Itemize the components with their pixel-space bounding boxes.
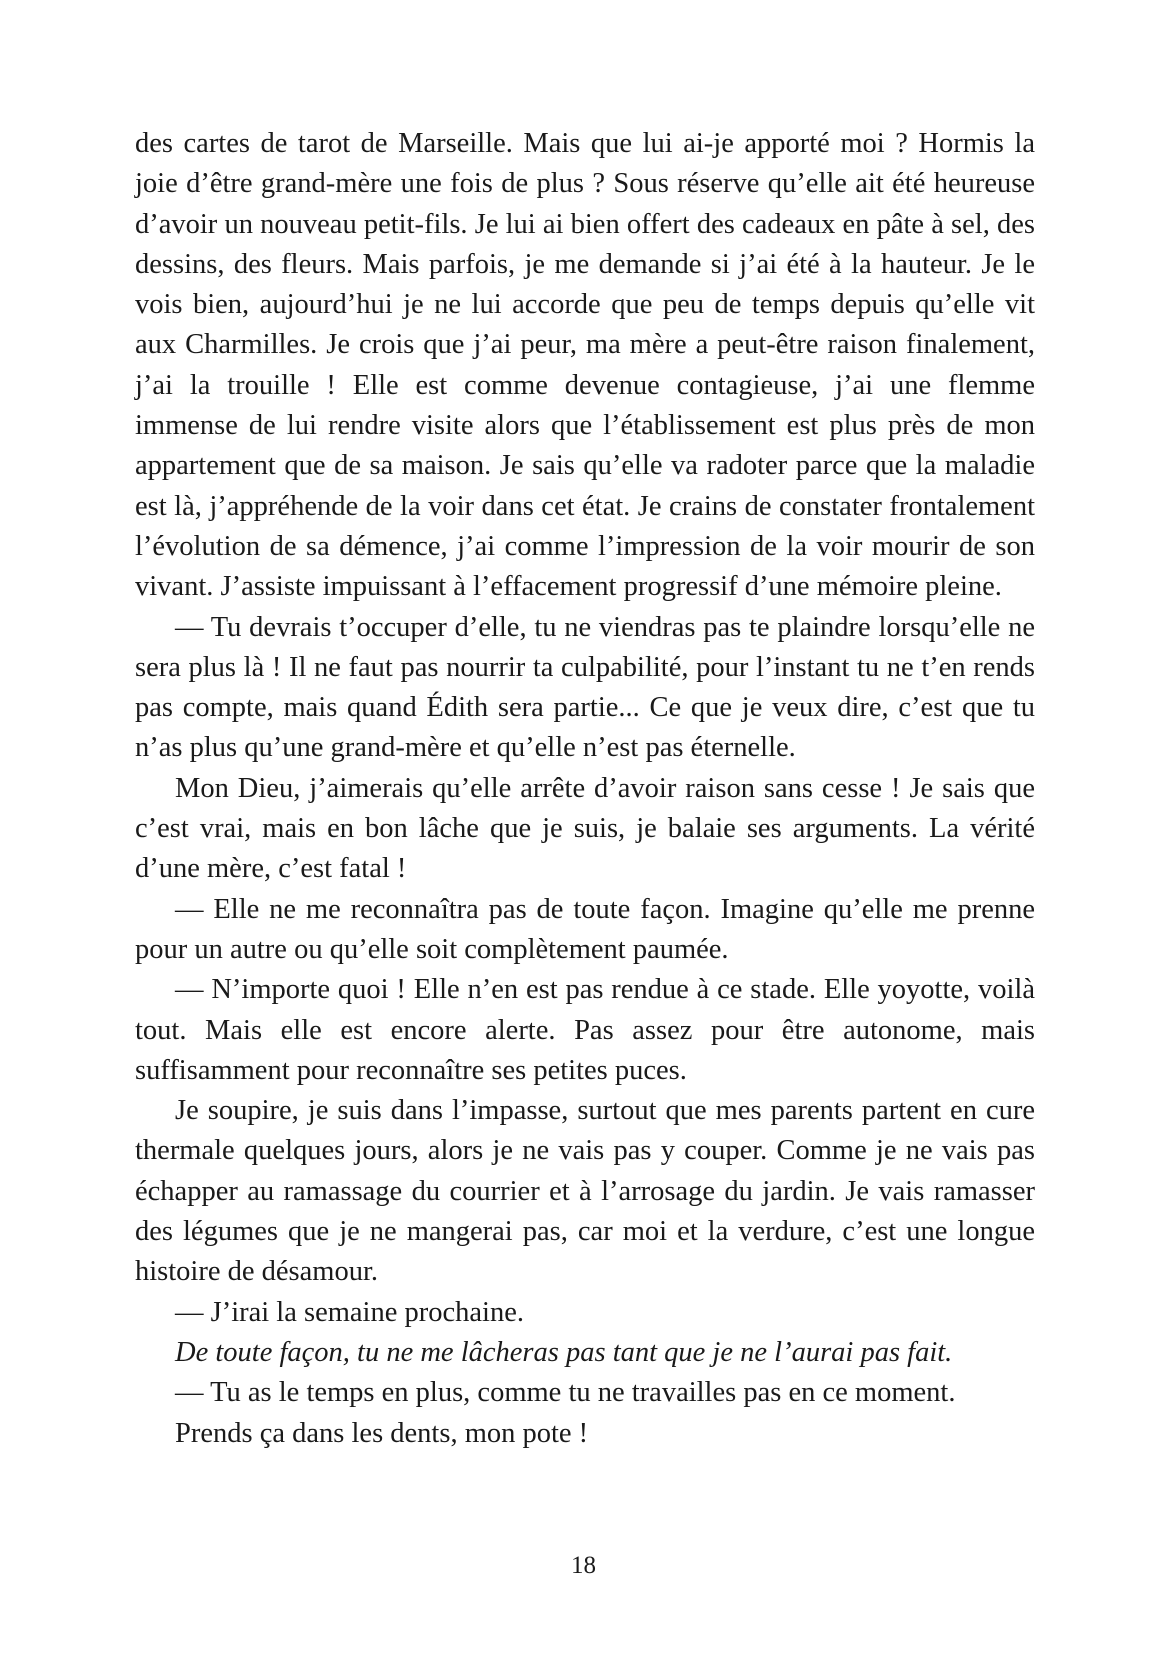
paragraph: des cartes de tarot de Marseille. Mais que lui ai-je apporté moi ? Hormis la joie d’être grand-mère une fois de plus ? Sous réserve qu’elle ait été heureuse d’avoir un nouveau petit-fils. Je lui ai bien offert des cadeaux en pâte à sel, des dessins, des fleurs. Mais parfois, je me demande si j’ai été à la hauteur. Je le vois bien, aujourd’hui je ne lui accorde que peu de temps depuis qu’elle vit aux Charmilles. Je crois que j’ai peur, ma mère a peut-être raison finalement, j’ai la trouille ! Elle est comme devenue contagieuse, j’ai une flemme immense de lui rendre visite alors que l’établissement est plus près de mon appartement que de sa maison. Je sais qu’elle va radoter parce que la maladie est là, j’appréhende de la voir dans cet état. Je crains de constater frontalement l’évolution de sa démence, j’ai comme l’impression de la voir mourir de son vivant. J’assiste impuissant à l’effacement progressif d’une mémoire pleine. (135, 128, 1035, 603)
body-text (135, 124, 1035, 1454)
paragraph: Je soupire, je suis dans l’impasse, surtout que mes parents partent en cure thermale quelques jours, alors je ne vais pas y couper. Comme je ne vais pas échapper au ramassage du courrier et à l’arrosage du jardin. Je vais ramasser des légumes que je ne mangerai pas, car moi et la verdure, c’est une longue histoire de désamour. (135, 1095, 1035, 1288)
italic-paragraph: De toute façon, tu ne me lâcheras pas tant que je ne l’aurai pas fait. (175, 1336, 953, 1368)
paragraph: Prends ça dans les dents, mon pote ! (175, 1417, 589, 1449)
paragraph: Mon Dieu, j’aimerais qu’elle arrête d’avoir raison sans cesse ! Je sais que c’est vrai, mais en bon lâche que je suis, je balaie ses arguments. La vérité d’une mère, c’est fatal ! (135, 772, 1035, 885)
paragraph: — J’irai la semaine prochaine. (175, 1296, 524, 1328)
paragraph: — Tu devrais t’occuper d’elle, tu ne viendras pas te plaindre lorsqu’elle ne sera plus là ! Il ne faut pas nourrir ta culpabilité, pour l’instant tu ne t’en rends pas compte, mais quand Édith sera partie... Ce que je veux dire, c’est que tu n’as plus qu’une grand-mère et qu’elle n’est pas éternelle. (135, 611, 1035, 764)
paragraph: — Tu as le temps en plus, comme tu ne travailles pas en ce moment. (175, 1377, 956, 1409)
paragraph: — Elle ne me reconnaîtra pas de toute façon. Imagine qu’elle me prenne pour un autre ou qu’elle soit complètement paumée. (135, 893, 1035, 965)
paragraph: — N’importe quoi ! Elle n’en est pas rendue à ce stade. Elle yoyotte, voilà tout. Mais elle est encore alerte. Pas assez pour être autonome, mais suffisamment pour reconnaître ses petites puces. (135, 974, 1035, 1086)
page-number: 18 (571, 1552, 596, 1579)
